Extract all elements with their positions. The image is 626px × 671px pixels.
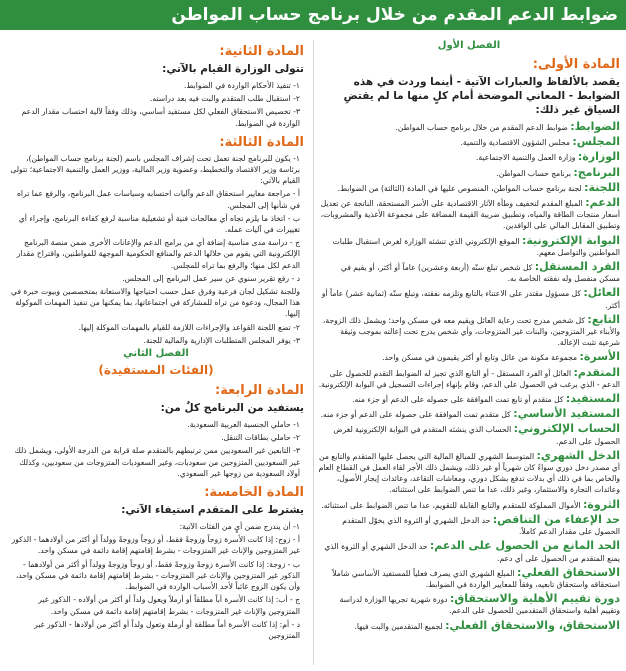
definition-term: الأسرة: <box>579 350 620 364</box>
definition-text: العائل أو الفرد المستقل - أو التابع الذي تجيز له الضوابط التقدم للحصول على الدعم - الذي يرغب في الحصول على الدعم، وقام بإنهاء إجراءات التسجيل في البوابة الإلكترونية. <box>318 368 620 389</box>
definition-text: المبلغ المقدم لتخفيف وطأة الآثار الاقتصادية على الأسر المستحقة، الناتجة عن تعديل أسعار منتجات الطاقة والمياه، وتطبيق ضريبة القيمة المضافة على مجموعة الأغذية والمشروبات، وتطبيق المقابل المالي على الوافدين. <box>320 199 620 231</box>
definition-text: كل شخص مدرج تحت رعاية العائل ويقيم معه في مسكن واحد؛ ويشمل ذلك الزوجة، والأبناء غير المتزوجين، والبنات غير المتزوجات، وأي شخص يدرج تحت إعالته بموجب وثيقة شرعية تثبت الإعالة. <box>322 315 620 348</box>
article-item: ١- أن يندرج ضمن أيٍ من الفئات الآتية: <box>179 522 300 532</box>
definition-text: لجنة برنامج حساب المواطن، المنصوص عليها في المادة (الثالثة) من الضوابط. <box>337 183 585 193</box>
definition-term: الوزارة: <box>577 150 620 164</box>
definition-text: ضوابط الدعم المقدم من خلال برنامج حساب المواطن. <box>395 123 571 132</box>
definition-term: دورة تقييم الأهلية والاستحقاق: <box>449 592 620 606</box>
article-item: د - رفع تقرير سنوي عن سير عمل البرنامج إلى المجلس. <box>122 273 300 283</box>
article-item: وللجنة تشكيل لجان فرعية وفرق عمل حسب احتياجها والاستعانة بمتخصصين وبيوت خبرة في هذا المجال، ودعوة من تراه للمشاركة في اجتماعاتها، بما يمكنها من تنفيذ المهمات الموكولة إليها. <box>11 287 300 319</box>
article-item: ٢- استقبال طلب المتقدم والبت فيه بعد دراسته. <box>150 94 300 104</box>
page-header <box>0 0 626 30</box>
article-item: ٣- يوفر المجلس المتطلبات الإدارية والمالية للجنة. <box>143 335 300 345</box>
definition-term: حد الإعفاء من التناقص: <box>492 512 620 526</box>
definition-item <box>318 514 620 537</box>
definition-item <box>318 593 620 616</box>
left-column <box>8 38 304 667</box>
definition-item <box>318 408 620 420</box>
definition-item <box>318 261 620 284</box>
definition-text: حد الدخل الشهري أو الثروة الذي يخوّل المتقدم الحصول على مقدار الدعم كاملاً. <box>342 515 620 537</box>
definition-term: المستفيد: <box>565 392 620 406</box>
article-lead: يستفيد من البرنامج كلٌ من: <box>160 402 304 415</box>
definition-item <box>318 393 620 405</box>
definition-text: برنامج حساب المواطن. <box>496 168 574 178</box>
definition-term: الدعم: <box>585 196 620 210</box>
definition-text: كل مسؤول مقتدر على الاعتناء بالتابع وتلزمه نفقته، وتبلغ سنّه (ثمانية عشر) عاماً أو أكثر. <box>321 289 620 310</box>
definition-term: التابع: <box>587 312 620 326</box>
definition-term: المستفيد الأساسي: <box>513 407 620 421</box>
article-item: ج - دراسة مدى مناسبة إضافة أي من برامج الدعم والإعانات الأخرى ضمن منصة البرنامج الإلكترونية التي يقوم من خلالها الدعم والمنافع الحكومية الموجهة للمواطنين، واقتراح مقدار الدعم لكل منها؛ والرفع بما تراه للمجلس. <box>16 238 300 270</box>
article5-items <box>8 521 304 641</box>
article-item: ١- تنفيذ الأحكام الواردة في الضوابط. <box>184 81 300 90</box>
definition-item <box>318 136 620 148</box>
article-item: أ - زوج: إذا كانت الأسرة زوجاً وزوجةً فقط، أو زوجاً وزوجةً وولداً أو أكثر من أولادهما - الذكور غير المتزوجين والإناث غير المتزوجات - بشرط إقامتهم إقامة دائمة في مسكن واحد. <box>11 535 300 556</box>
article-item: ١- حاملي الجنسية العربية السعودية. <box>187 420 300 430</box>
definition-item <box>318 314 620 349</box>
article2-items <box>8 80 304 129</box>
chapter-name: (الفئات المستفيدة) <box>98 363 214 378</box>
definition-term: البوابة الإلكترونية: <box>521 233 620 247</box>
definition-item <box>318 620 620 632</box>
article-item: د - أم: إذا كانت الأسرة أماً مطلقة أو أرملة وتعول ولداً أو أكثر من أولادها - الذكور غير المتزوجين <box>34 619 300 640</box>
article-item: ٣- تخصيص الاستحقاق الفعلي لكل مستفيد أساسي، وذلك وفقاً لآلية احتساب مقدار الدعم الواردة في الضوابط. <box>21 107 300 128</box>
definition-text: حد الدخل الشهري أو الثروة الذي يمنع المتقدم من الحصول على أي دعم. <box>324 542 620 563</box>
definition-text: وزارة العمل والتنمية الاجتماعية. <box>476 153 578 163</box>
definition-text: الأموال المملوكة للمتقدم والتابع القابلة للتقويم، عدا ما تنص الضوابط على استثنائه. <box>321 500 584 510</box>
definition-term: الفرد المستقل: <box>534 260 620 274</box>
definition-item <box>318 499 620 511</box>
chapter-title: الفصل الثاني <box>123 348 189 360</box>
article-title: المادة الثالثة: <box>219 134 304 150</box>
article-item: ب - اتخاذ ما يلزم تجاه أي معالجات فنية أو تشغيلية مناسبة لرفع كفاءة البرنامج، وإجراء أي تغييرات في آليات عمله. <box>18 213 300 235</box>
definition-item <box>318 197 620 232</box>
definition-term: المجلس: <box>572 135 620 149</box>
article-title: المادة الثانية: <box>219 44 304 59</box>
article4-items <box>8 419 304 479</box>
page-title: ضوابط الدعم المقدم من خلال برنامج حساب المواطن <box>171 5 618 25</box>
definitions-list <box>318 121 620 632</box>
definition-item <box>318 121 620 133</box>
definition-term: العائل: <box>583 286 620 300</box>
definition-term: اللجنة: <box>584 180 620 194</box>
definition-term: الحد المانع من الحصول على الدعم: <box>429 539 620 553</box>
definition-text: الحساب الذي ينشئه المتقدم في البوابة الإلكترونية لغرض الحصول على الدعم. <box>333 425 620 446</box>
article-title: المادة الرابعة: <box>215 383 304 399</box>
definition-item <box>318 167 620 179</box>
definition-text: مجلس الشؤون الاقتصادية والتنمية. <box>460 138 573 148</box>
definition-term: المتقدم: <box>573 365 620 379</box>
definition-text: كل شخص تبلغ سنّه (أربعة وعشرين) عاماً أو أكثر، أو يقيم في مسكن منفصل وله نفقته الخاصة به. <box>340 263 620 284</box>
definition-text: لجميع المتقدمين والبت فيها. <box>354 621 446 631</box>
article-item: ٣- التابعين غير السعوديين ممن ترتبطهم بالمتقدم صلة قرابة من الدرجة الأولى، ويشمل ذلك غير السعوديين المتزوجين من سعوديات، وغير السعوديات المتزوجات من سعوديين، وكذلك أولاد السعودية من زوجها غير السعودي. <box>14 446 300 478</box>
chapter-title: الفصل الأول <box>437 40 501 51</box>
definition-text: دورة شهرية تجريها الوزارة لدراسة وتقييم أهلية واستحقاق المتقدمين للحصول على الدعم. <box>339 595 620 616</box>
article-item: ٢- تضع اللجنة القواعد والإجراءات اللازمة للقيام بالمهمات الموكلة إليها. <box>78 322 300 332</box>
right-column <box>318 38 620 667</box>
article-item: ١- يكون للبرنامج لجنة تعمل تحت إشراف المجلس باسم (لجنة برنامج حساب المواطن)، برئاسة وزير الاقتصاد والتخطيط، وعضوية وزير المالية، ووزير العمل والتنمية الاجتماعية؛ تتولى القيام بالآتي: <box>10 153 300 186</box>
definition-item <box>318 367 620 390</box>
definition-text: الموقع الإلكتروني الذي تنشئه الوزارة لغرض استقبال طلبات المواطنين والتواصل معهم. <box>332 236 620 257</box>
definition-item <box>318 235 620 258</box>
article-title: المادة الخامسة: <box>204 485 304 501</box>
definition-item <box>318 423 620 446</box>
column-divider <box>313 40 314 665</box>
article-lead: يشترط على المتقدم استيفاء الآتي: <box>121 504 304 517</box>
article-item: ج - أب: إذا كانت الأسرة أباً مطلقاً أو أرملاً ويعول ولداً أو أكثر من أولاده - الذكور غير المتزوجين والإناث غير المتزوجات - بشرط إقامتهم إقامة دائمة في مسكن واحد. <box>38 595 300 616</box>
definition-text: كل متقدم تمت الموافقة على حصوله على الدعم أو جزء منه. <box>320 410 514 420</box>
definition-term: الدخل الشهري: <box>536 448 620 462</box>
definition-term: الضوابط: <box>570 120 620 133</box>
definition-term: الثروة: <box>583 497 620 511</box>
definition-term: الاستحقاق، والاستحقاق الفعلي: <box>445 618 620 632</box>
article-item: ب - زوجة: إذا كانت الأسرة زوجةً وزوجةً فقط، أو زوجاً وزوجةً وولداً أو أكثر من أولادهما - الذكور غير المتزوجين والإناث غير المتزوجات - بشرط إقامتهم إقامة دائمة في مسكن واحد، وأن يكون الزوج غائباً لأحد الأسباب الواردة في الضوابط. <box>15 559 300 592</box>
definition-item <box>318 151 620 163</box>
definition-term: الاستحقاق الفعلي: <box>517 565 620 579</box>
definition-text: المتوسط الشهري للمبالغ المالية التي يحصل عليها المتقدم والتابع من أي مصدر دخل دوري سواءً كان شهرياً أو غير ذلك، ويشمل ذلك الأجر لقاء العمل في القطاع العام والخاص بما في ذلك أي بدلات تدفع بشكل دوري، ومعاشات التقاعد، وعائدات إيجار الأصول، وعائدات التجارة والاستثمار، وغير ذلك، عدا ما تنص الضوابط على استثنائه. <box>318 451 620 495</box>
definition-text: كل متقدم أو تابع تمت الموافقة على حصوله على الدعم أو جزء منه. <box>352 395 566 405</box>
definition-term: البرنامج: <box>573 165 620 179</box>
definition-item <box>318 351 620 363</box>
definition-item <box>318 287 620 310</box>
definition-item <box>318 540 620 563</box>
definition-item <box>318 567 620 590</box>
definition-term: الحساب الإلكتروني: <box>513 422 620 436</box>
article-lead: يقصد بالألفاظ والعبارات الآتية - أينما وردت في هذه الضوابط - المعاني الموضحة أمام كلٍ منها ما لم يقتضِ السياق غير ذلك: <box>343 76 620 116</box>
definition-text: مجموعة مكونة من عائل وتابع أو أكثر يقيمون في مسكن واحد. <box>382 353 580 363</box>
definition-item <box>318 182 620 194</box>
article-lead: تتولى الوزارة القيام بالآتي: <box>162 63 304 75</box>
article-item: أ - مراجعة معايير استحقاق الدعم وآليات احتسابه وسياسات عمل البرنامج، والرفع عما تراه في شأنها إلى المجلس. <box>16 189 300 210</box>
definition-text: المبلغ الشهري الذي يصرف فعلياً للمستفيد الأساسي شاملاً استحقاقه واستحقاق تابعيه، وفقاً للمعايير الواردة في الضوابط. <box>332 568 620 589</box>
article-item: ٢- حاملي بطاقات التنقل. <box>221 433 300 443</box>
definition-item <box>318 450 620 496</box>
article-title: المادة الأولى: <box>532 57 620 72</box>
article3-items <box>8 153 304 346</box>
